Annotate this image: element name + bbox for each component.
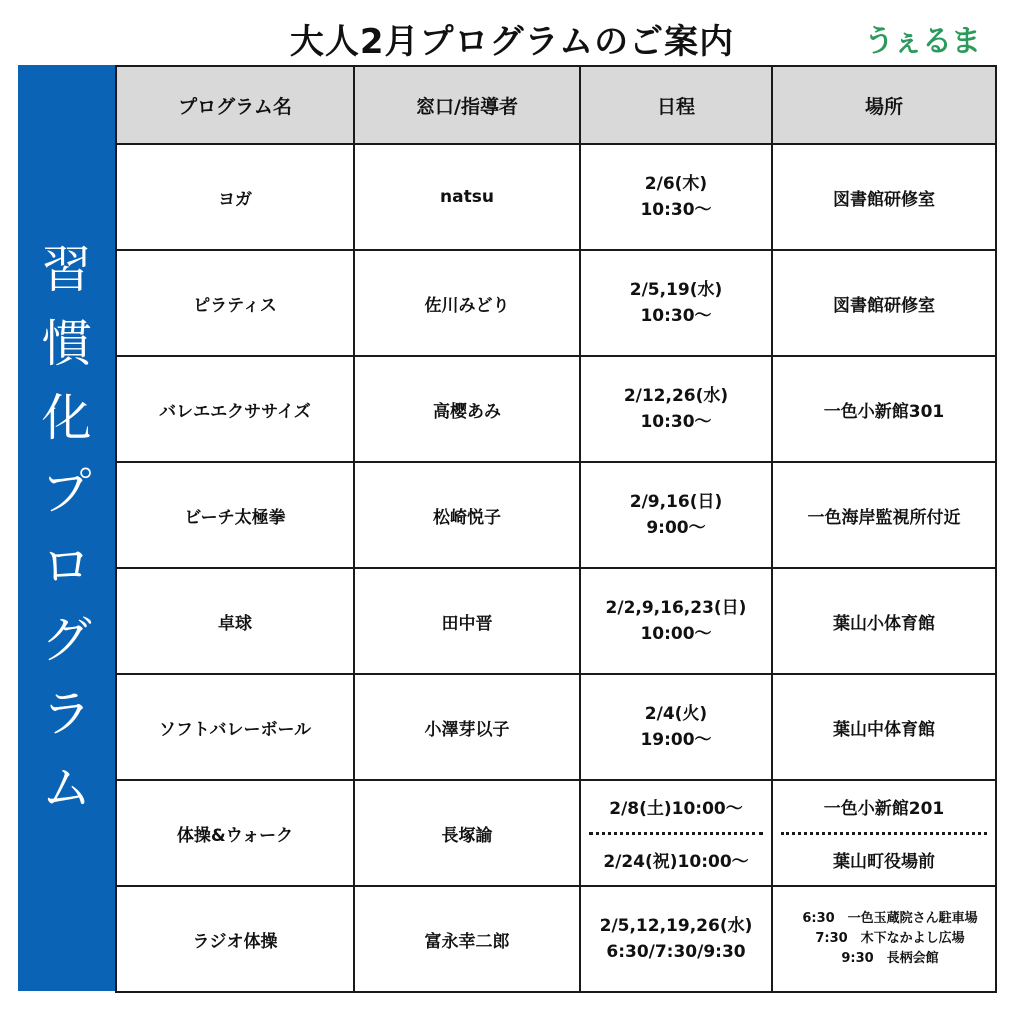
header-place: 場所 bbox=[772, 66, 996, 144]
schedule-cell bbox=[580, 886, 772, 992]
schedule-date: 2/2,9,16,23(日) bbox=[605, 598, 747, 618]
place-name: 図書館研修室 bbox=[772, 250, 996, 356]
instructor-name: 高樱あみ bbox=[354, 356, 580, 462]
table-row bbox=[116, 144, 996, 250]
program-name: 卓球 bbox=[116, 568, 354, 674]
side-char: ラ bbox=[41, 685, 92, 743]
table-row bbox=[116, 250, 996, 356]
place-cell bbox=[772, 886, 996, 992]
schedule-date: 2/24(祝)10:00〜 bbox=[603, 852, 749, 873]
place-name: 9:30 長柄会館 bbox=[841, 951, 939, 966]
side-char: 習 bbox=[41, 241, 92, 299]
schedule-cell bbox=[580, 674, 772, 780]
place-name: 葉山中体育館 bbox=[772, 674, 996, 780]
schedule-time: 10:00〜 bbox=[640, 624, 712, 644]
schedule-cell bbox=[580, 462, 772, 568]
schedule-cell bbox=[580, 250, 772, 356]
program-table bbox=[115, 65, 997, 993]
place-name: 一色小新館301 bbox=[772, 356, 996, 462]
place-name: 一色小新館201 bbox=[823, 798, 945, 819]
schedule-time: 9:00〜 bbox=[646, 518, 706, 538]
header-schedule: 日程 bbox=[580, 66, 772, 144]
schedule-date: 2/4(火) bbox=[644, 704, 708, 724]
schedule-date: 2/5,12,19,26(水) bbox=[599, 916, 753, 936]
table-header-row bbox=[116, 66, 996, 144]
instructor-name: 松崎悦子 bbox=[354, 462, 580, 568]
schedule-date: 2/8(土)10:00〜 bbox=[609, 798, 743, 819]
side-char: 化 bbox=[41, 389, 92, 447]
schedule-time: 10:30〜 bbox=[640, 200, 712, 220]
instructor-name: 佐川みどり bbox=[354, 250, 580, 356]
place-name: 6:30 一色玉蔵院さん駐車場 bbox=[802, 911, 978, 926]
place-name: 葉山町役場前 bbox=[833, 852, 935, 873]
side-banner-label bbox=[18, 233, 115, 825]
place-name: 葉山小体育館 bbox=[772, 568, 996, 674]
schedule-date: 2/12,26(水) bbox=[623, 386, 729, 406]
schedule-date: 2/6(木) bbox=[644, 174, 708, 194]
place-name: 一色海岸監視所付近 bbox=[772, 462, 996, 568]
table-row bbox=[116, 356, 996, 462]
table-row bbox=[116, 886, 996, 992]
program-name: ピラティス bbox=[116, 250, 354, 356]
instructor-name: 小澤芽以子 bbox=[354, 674, 580, 780]
place-name: 図書館研修室 bbox=[772, 144, 996, 250]
brand-logo: うぇるま bbox=[864, 24, 980, 59]
instructor-name: 長塚諭 bbox=[354, 780, 580, 886]
schedule-cell bbox=[580, 356, 772, 462]
table-row bbox=[116, 674, 996, 780]
side-char: グ bbox=[41, 611, 92, 669]
program-name: バレエエクササイズ bbox=[116, 356, 354, 462]
schedule-cell bbox=[580, 568, 772, 674]
schedule-time: 6:30/7:30/9:30 bbox=[606, 942, 746, 962]
schedule-cell bbox=[580, 144, 772, 250]
schedule-date: 2/9,16(日) bbox=[629, 492, 723, 512]
schedule-date: 2/5,19(水) bbox=[629, 280, 723, 300]
table-row bbox=[116, 568, 996, 674]
program-name: 体操&ウォーク bbox=[116, 780, 354, 886]
schedule-cell bbox=[580, 780, 772, 886]
program-name: ソフトバレーボール bbox=[116, 674, 354, 780]
header-program: プログラム名 bbox=[116, 66, 354, 144]
side-banner bbox=[18, 65, 115, 991]
place-cell bbox=[772, 780, 996, 886]
side-char: ム bbox=[41, 759, 92, 817]
side-char: ロ bbox=[41, 537, 92, 595]
instructor-name: 田中晋 bbox=[354, 568, 580, 674]
instructor-name: 富永幸二郎 bbox=[354, 886, 580, 992]
program-name: ヨガ bbox=[116, 144, 354, 250]
header-instructor: 窓口/指導者 bbox=[354, 66, 580, 144]
place-name: 7:30 木下なかよし広場 bbox=[815, 931, 965, 946]
schedule-time: 19:00〜 bbox=[640, 730, 712, 750]
instructor-name: natsu bbox=[354, 144, 580, 250]
table-row bbox=[116, 780, 996, 886]
schedule-time: 10:30〜 bbox=[640, 412, 712, 432]
table-row bbox=[116, 462, 996, 568]
side-char: プ bbox=[41, 463, 92, 521]
side-char: 慣 bbox=[41, 315, 92, 373]
program-name: ビーチ太極拳 bbox=[116, 462, 354, 568]
schedule-time: 10:30〜 bbox=[640, 306, 712, 326]
program-name: ラジオ体操 bbox=[116, 886, 354, 992]
page-title: 大人2月プログラムのご案内 bbox=[289, 22, 735, 62]
